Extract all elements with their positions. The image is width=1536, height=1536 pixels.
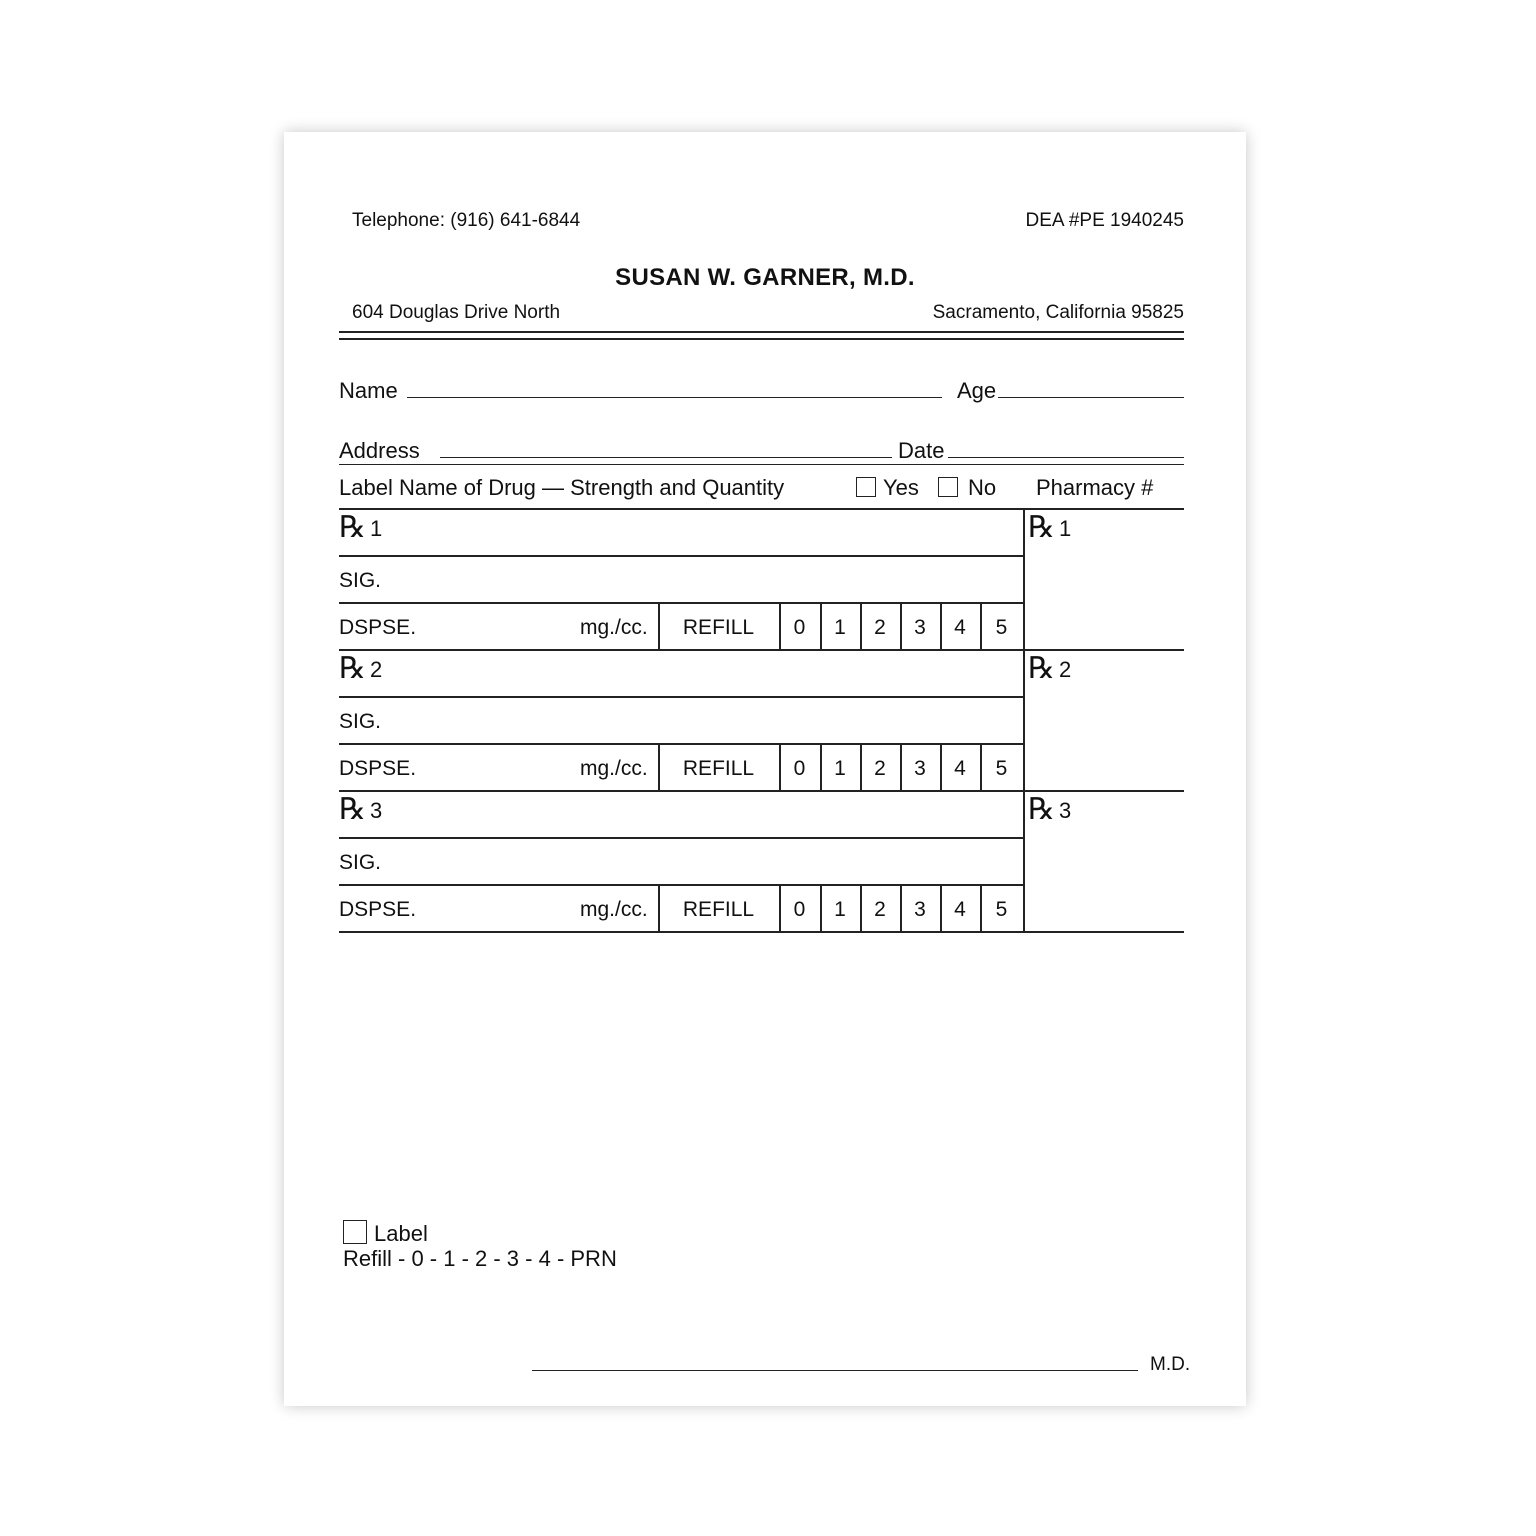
sig-entry-field[interactable] [399, 841, 1013, 880]
pharmacy-entry-field[interactable] [1027, 548, 1180, 643]
drug-entry-field[interactable] [409, 794, 1013, 833]
refill-option-3[interactable]: 3 [914, 757, 926, 780]
refill-option-2[interactable]: 2 [874, 616, 886, 639]
pharmacy-heading: Pharmacy # [1036, 475, 1154, 500]
pharmacy-entry-field[interactable] [1027, 689, 1180, 784]
sig-row-rule [339, 743, 1023, 745]
pharmacy-column-divider [1023, 508, 1025, 931]
pharmacy-rx-symbol: ℞ [1028, 510, 1055, 545]
refill-option-1[interactable]: 1 [834, 898, 846, 921]
refill-option-0[interactable]: 0 [793, 757, 806, 780]
pharmacy-rx-symbol: ℞ [1028, 792, 1055, 827]
address-label: Address [339, 438, 420, 463]
rx-number: 3 [370, 798, 383, 823]
rx-block-rule [339, 508, 1184, 510]
drug-label-heading: Label Name of Drug — Strength and Quantity [339, 475, 785, 500]
rx-symbol: ℞ [339, 792, 366, 827]
refill-label: REFILL [682, 757, 755, 780]
sig-label: SIG. [339, 710, 382, 733]
label-yes: Yes [883, 475, 919, 500]
rx-row-rule [339, 696, 1023, 698]
footer-label-checkbox[interactable] [343, 1220, 367, 1244]
refill-label: REFILL [682, 898, 755, 921]
sig-row-rule [339, 602, 1023, 604]
rx-row-rule [339, 837, 1023, 839]
address-field[interactable] [440, 457, 892, 458]
unit-label: mg./cc. [580, 616, 648, 639]
pharmacy-entry-field[interactable] [1027, 830, 1180, 925]
refill-option-0[interactable]: 0 [793, 616, 806, 639]
name-label: Name [339, 378, 398, 403]
footer-label-text: Label [374, 1221, 428, 1246]
refill-option-4[interactable]: 4 [954, 616, 966, 639]
sig-entry-field[interactable] [399, 700, 1013, 739]
name-field[interactable] [407, 397, 942, 398]
refill-option-5[interactable]: 5 [995, 757, 1008, 780]
dispense-label: DSPSE. [339, 898, 417, 921]
pharmacy-rx-symbol: ℞ [1028, 651, 1055, 686]
refill-label: REFILL [682, 616, 755, 639]
refill-option-3[interactable]: 3 [914, 898, 926, 921]
office-city: Sacramento, California 95825 [932, 302, 1184, 323]
sig-label: SIG. [339, 851, 382, 874]
rx-row-rule [339, 555, 1023, 557]
dea-number: DEA #PE 1940245 [1025, 210, 1184, 231]
date-field[interactable] [948, 457, 1184, 458]
label-yes-checkbox[interactable] [856, 477, 876, 497]
refill-option-1[interactable]: 1 [834, 616, 846, 639]
rx-symbol: ℞ [339, 510, 366, 545]
doctor-name: SUSAN W. GARNER, M.D. [615, 264, 915, 291]
refill-option-2[interactable]: 2 [874, 757, 886, 780]
refill-divider [658, 884, 660, 931]
dispense-label: DSPSE. [339, 616, 417, 639]
pharmacy-rx-number: 2 [1059, 657, 1072, 682]
refill-option-4[interactable]: 4 [954, 898, 966, 921]
patient-rule [339, 464, 1184, 465]
header-rule-bottom [339, 338, 1184, 340]
rx-block-rule [339, 649, 1184, 651]
header-rule-top [339, 331, 1184, 333]
unit-label: mg./cc. [580, 757, 648, 780]
refill-option-3[interactable]: 3 [914, 616, 926, 639]
footer-refill-line: Refill - 0 - 1 - 2 - 3 - 4 - PRN [343, 1246, 617, 1271]
dispense-label: DSPSE. [339, 757, 417, 780]
telephone: Telephone: (916) 641-6844 [352, 210, 581, 231]
refill-option-2[interactable]: 2 [874, 898, 886, 921]
signature-line[interactable] [532, 1370, 1138, 1371]
drug-entry-field[interactable] [409, 653, 1013, 692]
grid-bottom-rule [339, 931, 1184, 933]
refill-option-4[interactable]: 4 [954, 757, 966, 780]
date-label: Date [898, 438, 945, 463]
pharmacy-rx-number: 1 [1059, 516, 1072, 541]
sig-entry-field[interactable] [399, 559, 1013, 598]
label-no-checkbox[interactable] [938, 477, 958, 497]
rx-symbol: ℞ [339, 651, 366, 686]
rx-number: 2 [370, 657, 383, 682]
sig-row-rule [339, 884, 1023, 886]
refill-option-0[interactable]: 0 [793, 898, 806, 921]
rx-block-rule [339, 790, 1184, 792]
refill-divider [658, 602, 660, 649]
refill-option-1[interactable]: 1 [834, 757, 846, 780]
rx-number: 1 [370, 516, 383, 541]
age-label: Age [957, 378, 997, 403]
signature-md: M.D. [1150, 1354, 1191, 1375]
label-no: No [968, 475, 997, 500]
drug-entry-field[interactable] [409, 512, 1013, 551]
refill-option-5[interactable]: 5 [995, 616, 1008, 639]
refill-divider [658, 743, 660, 790]
pharmacy-rx-number: 3 [1059, 798, 1072, 823]
prescription-form [284, 132, 1246, 1406]
office-address: 604 Douglas Drive North [352, 302, 561, 323]
refill-option-5[interactable]: 5 [995, 898, 1008, 921]
age-field[interactable] [998, 397, 1184, 398]
unit-label: mg./cc. [580, 898, 648, 921]
sig-label: SIG. [339, 569, 382, 592]
